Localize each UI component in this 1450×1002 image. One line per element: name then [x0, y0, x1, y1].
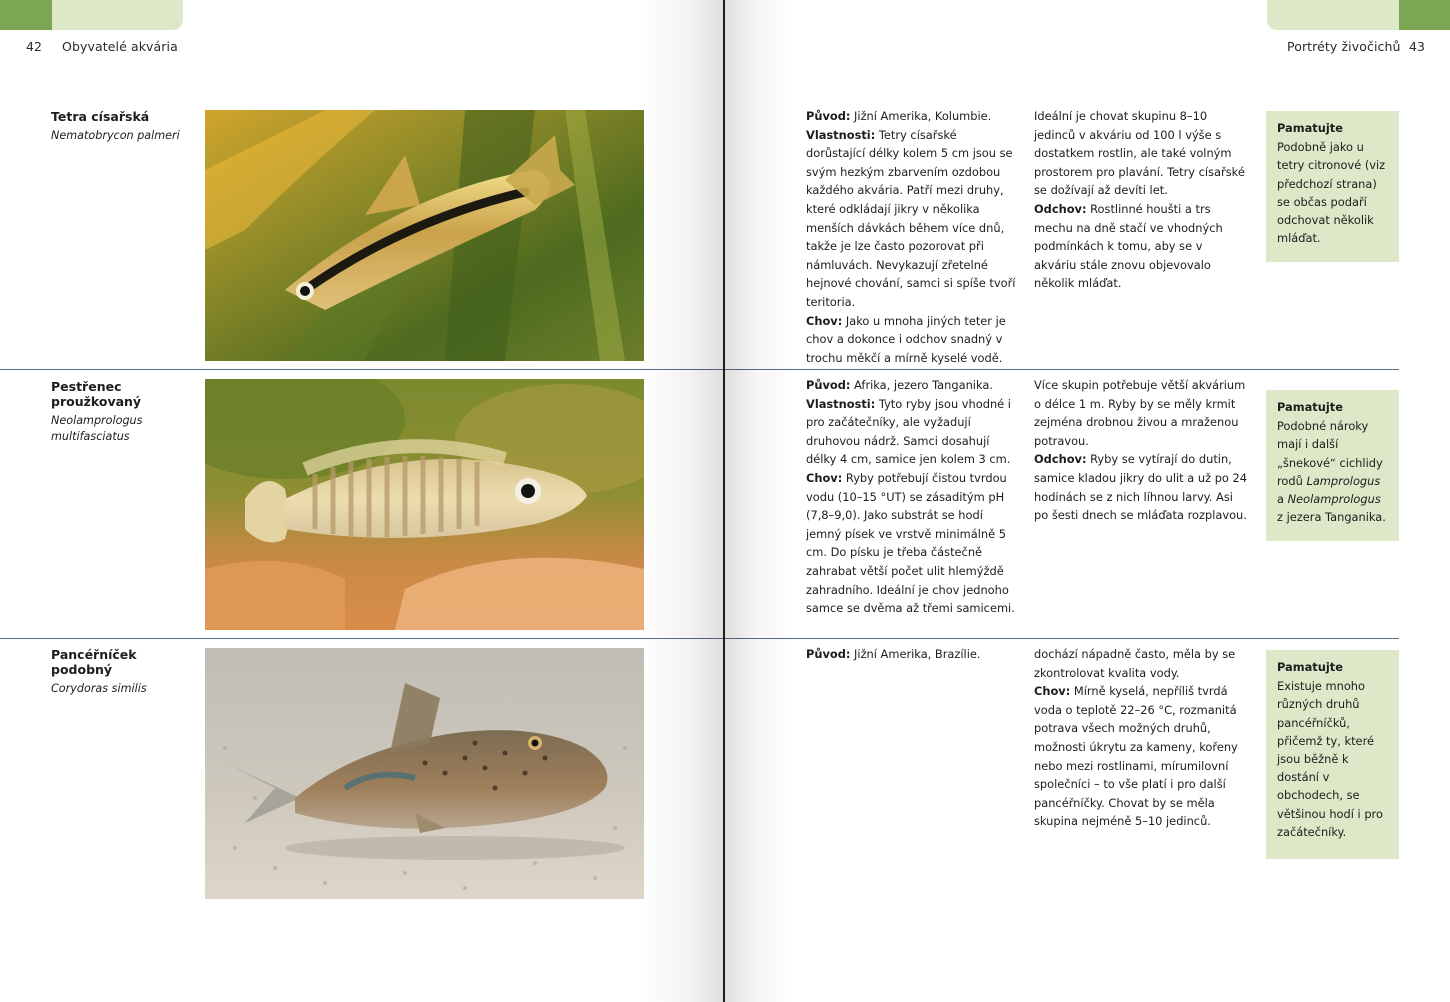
- paragraph-continued: [1034, 107, 1248, 200]
- header-tab-left-light: [52, 0, 183, 30]
- left-page-number: 42: [26, 39, 42, 54]
- text-breeding: Rostlinné houšti a trs mechu na dně stačí ve vhodných podmínkách k tomu, aby se v akváriu stále znovu objevovalo několik mláďat.: [1034, 201, 1223, 291]
- label-properties: Vlastnosti:: [806, 127, 876, 142]
- text-breeding: Ryby se vytírají do dutin, samice kladou jikry do ulit a už po 24 hodinách se z nich líhnou larvy. Asi po šesti dnech se mláďata rozplavou.: [1034, 452, 1248, 523]
- header-tab-right-light: [1267, 0, 1399, 30]
- book-spine: [723, 0, 725, 1002]
- remember-genus-1: Lamprologus: [1306, 473, 1381, 488]
- label-care: Chov:: [806, 313, 843, 328]
- species-text-col1: [806, 107, 1018, 367]
- species-text-col2: [1034, 107, 1248, 293]
- remember-text: Podobně jako u tetry citronové (viz předchozí strana) se občas podaří odchovat několik mláďat.: [1277, 140, 1386, 246]
- label-properties: Vlastnosti:: [806, 396, 876, 411]
- label-origin: Původ:: [806, 109, 851, 123]
- paragraph-origin: [806, 107, 1018, 126]
- remember-title: Pamatujte: [1277, 400, 1343, 414]
- species-text-col1: [806, 645, 1018, 664]
- remember-box-2: [1266, 390, 1399, 541]
- species-heading-1: [51, 109, 191, 144]
- spine-shadow-right: [725, 0, 795, 1002]
- paragraph-continued: [1034, 376, 1248, 450]
- text-origin: Jižní Amerika, Brazílie.: [850, 647, 981, 661]
- right-running-head: Portréty živočichů: [1287, 39, 1401, 54]
- label-breeding: Odchov:: [1034, 201, 1087, 216]
- text-origin: Jižní Amerika, Kolumbie.: [850, 109, 992, 123]
- text-continued: Více skupin potřebuje větší akvárium o délce 1 m. Ryby by se měly krmit zejména drobnou živou a mraženou potravou.: [1034, 378, 1246, 448]
- remember-text-part: Podobné nároky mají i další „šnekové“ cichlidy rodů: [1277, 419, 1383, 488]
- text-care: Mírně kyselá, nepříliš tvrdá voda o teplotě 22–26 °C, rozmanitá potrava všech možných druhů, možnosti úkrytu za kameny, kořeny nebo mezi rostlinami, mírumilovní společníci – to vše platí i pro další pancéřníčky. Chovat by se měla skupina nejméně 5–10 jedinců.: [1034, 684, 1238, 829]
- paragraph-care: [1034, 682, 1248, 831]
- species-text-col1: [806, 376, 1018, 618]
- paragraph-properties: [806, 126, 1018, 312]
- remember-box-3: [1266, 650, 1399, 859]
- spine-shadow-left: [640, 0, 724, 1002]
- right-page-number: 43: [1409, 39, 1425, 54]
- paragraph-care: [806, 469, 1018, 618]
- species-heading-3: [51, 647, 201, 697]
- species-name: Tetra císařská: [51, 109, 150, 124]
- label-care: Chov:: [806, 470, 843, 485]
- text-properties: Tyto ryby jsou vhodné i pro začátečníky, ale vyžadují druhovou nádrž. Samci dosahují délky 4 cm, samice jen kolem 3 cm.: [806, 396, 1011, 467]
- paragraph-continued: [1034, 645, 1248, 682]
- remember-text-part: z jezera Tanganika.: [1277, 510, 1386, 525]
- remember-title: Pamatujte: [1277, 660, 1343, 674]
- species-text-col2: [1034, 376, 1248, 525]
- remember-text: [1277, 417, 1389, 526]
- paragraph-origin: [806, 645, 1018, 664]
- label-breeding: Odchov:: [1034, 452, 1087, 467]
- paragraph-care: [806, 312, 1018, 368]
- remember-box-1: [1266, 111, 1399, 262]
- tetra-fish-photo: [205, 110, 644, 361]
- paragraph-properties: [806, 395, 1018, 469]
- species-heading-2: [51, 379, 191, 445]
- left-running-head: Obyvatelé akvária: [62, 39, 178, 54]
- text-continued: Ideální je chovat skupinu 8–10 jedinců v akváriu od 100 l výše s dostatkem rostlin, ale také volným prostorem pro plavání. Tetry císařské se dožívají až devíti let.: [1034, 109, 1245, 198]
- label-origin: Původ:: [806, 647, 851, 661]
- paragraph-breeding: [1034, 450, 1248, 524]
- remember-genus-2: Neolamprologus: [1287, 492, 1381, 507]
- text-origin: Afrika, jezero Tanganika.: [850, 378, 993, 392]
- label-origin: Původ:: [806, 378, 851, 392]
- paragraph-breeding: [1034, 200, 1248, 293]
- species-latin-name: Neolamprologus multifasciatus: [51, 414, 143, 443]
- species-latin-name: Nematobrycon palmeri: [51, 129, 180, 142]
- species-text-col2: [1034, 645, 1248, 831]
- remember-text-part: a: [1277, 492, 1288, 507]
- text-properties: Tetry císařské dorůstající délky kolem 5 cm jsou se svým hezkým zbarvením ozdobou každého akvária. Patří mezi druhy, které odkládají jikry v několika menších dávkách během více dnů, takže je lze často pozorovat při námluvách. Nevykazují zřetelné hejnové chování, samci si spíše tvoří teritoria.: [806, 127, 1016, 309]
- text-continued: dochází nápadně často, měla by se zkontrolovat kvalita vody.: [1034, 647, 1236, 680]
- species-latin-name: Corydoras similis: [51, 682, 147, 695]
- catfish-photo: [205, 648, 644, 899]
- cichlid-fish-photo: [205, 379, 644, 630]
- text-care: Ryby potřebují čistou tvrdou vodu (10–15 °UT) se zásaditým pH (7,8–9,0). Jako substrát se hodí jemný písek ve vrstvě minimálně 5 cm. Do písku je třeba částečně zahrabat větší počet ulit hlemýždě zahradního. Ideální je chov jednoho samce se dvěma až třemi samicemi.: [806, 470, 1015, 616]
- paragraph-origin: [806, 376, 1018, 395]
- label-care: Chov:: [1034, 684, 1071, 699]
- species-name: Pestřenec proužkovaný: [51, 379, 142, 409]
- text-care: Jako u mnoha jiných teter je chov a dokonce i odchov snadný v trochu měkčí a mírně kyselé vodě.: [806, 313, 1006, 365]
- header-tab-left-dark: [0, 0, 52, 30]
- remember-text: Existuje mnoho různých druhů pancéřníčků, přičemž ty, které jsou běžně k dostání v obchodech, se většinou hodí i pro začátečníky.: [1277, 679, 1383, 839]
- species-name: Pancéřníček podobný: [51, 647, 137, 677]
- header-tab-right-dark: [1399, 0, 1450, 30]
- remember-title: Pamatujte: [1277, 121, 1343, 135]
